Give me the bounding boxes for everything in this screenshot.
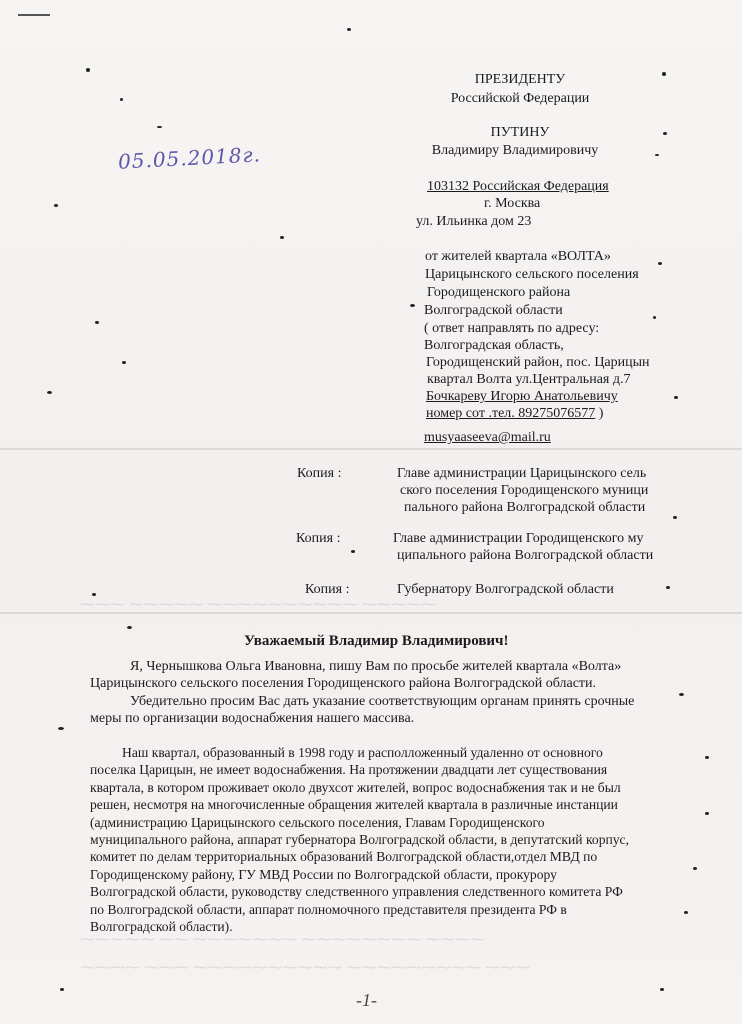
address-line-3: ул. Ильинка дом 23: [416, 214, 532, 229]
copy-recipient-line: Губернатору Волгоградской области: [397, 582, 614, 597]
addressee-subtitle: Российской Федерации: [450, 91, 590, 106]
body-line: Царицынского сельского поселения Городищенского района Волгоградской области.: [90, 676, 597, 692]
sender-line: Городищенского района: [427, 285, 571, 300]
salutation: Уважаемый Владимир Владимирович!: [244, 633, 509, 649]
scan-speck: [127, 626, 132, 629]
scan-speck: [666, 586, 670, 589]
scan-speck: [54, 204, 58, 207]
sender-line: ( ответ направлять по адресу:: [424, 321, 600, 336]
scan-speck: [653, 316, 656, 319]
copy-recipient-line: ципального района Волгоградской области: [397, 548, 654, 563]
address-line-1: 103132 Российская Федерация: [427, 179, 609, 194]
scan-speck: [705, 756, 709, 759]
contact-phone-line: [426, 405, 603, 423]
body-line: квартала, в котором проживает около двухсот жителей, вопрос водоснабжения так и не был: [90, 779, 621, 795]
scan-speck: [60, 988, 64, 991]
body-line: решен, несмотря на многочисленные обращения жителей квартала в различные инстанции: [90, 797, 618, 813]
copy-recipient-line: ского поселения Городищенского муници: [400, 483, 649, 498]
body-line: Городищенскому району, ГУ МВД России по Волгоградской области, прокурору: [90, 866, 557, 882]
scan-speck: [120, 98, 123, 101]
scan-speck: [86, 68, 90, 72]
handwritten-date: 05.05.2018г.: [117, 142, 262, 174]
scan-speck: [47, 391, 52, 394]
copy-label: Копия :: [297, 466, 342, 481]
body-line: муниципального района, аппарат губернатора Волгоградской области, в депутатский корпус,: [90, 832, 629, 848]
scan-speck: [410, 304, 415, 307]
sender-line: Волгоградской области: [424, 303, 563, 318]
paper-fold: [0, 448, 742, 450]
scan-speck: [705, 812, 709, 815]
body-paragraph-2: [90, 693, 665, 728]
sender-line: Волгоградская область,: [424, 338, 564, 353]
bleed-through-writing: ⁓⁓⁓⁓ ⁓⁓⁓ ⁓⁓⁓⁓⁓⁓⁓⁓⁓⁓ ⁓⁓⁓⁓⁓⁓⁓⁓⁓ ⁓⁓⁓: [80, 960, 530, 976]
sender-line: квартал Волта ул.Центральная д.7: [427, 372, 631, 387]
scan-speck: [674, 396, 678, 399]
copy-label: Копия :: [296, 531, 341, 546]
scan-speck: [673, 516, 677, 519]
address-line-2: г. Москва: [484, 196, 541, 211]
body-paragraph-1: [90, 658, 665, 693]
bleed-through-writing: ⁓⁓⁓ ⁓⁓⁓⁓⁓ ⁓⁓⁓⁓⁓⁓⁓⁓⁓⁓ ⁓⁓⁓⁓⁓: [80, 597, 437, 613]
contact-phone: номер сот .тел. 89275076577: [426, 406, 596, 421]
bleed-through-writing: ⁓⁓⁓⁓⁓ ⁓⁓ ⁓⁓⁓⁓⁓⁓⁓ ⁓⁓⁓⁓⁓⁓⁓⁓ ⁓⁓⁓⁓: [80, 932, 485, 948]
scan-speck: [95, 321, 99, 324]
sender-line: Городищенский район, пос. Царицын: [426, 355, 650, 370]
body-line: Я, Чернышкова Ольга Ивановна, пишу Вам по просьбе жителей квартала «Волта»: [130, 659, 622, 674]
scan-speck: [660, 988, 664, 991]
contact-close: ): [595, 406, 604, 421]
addressee-name: Владимиру Владимировичу: [431, 143, 599, 158]
corner-mark: [18, 14, 50, 16]
scan-speck: [280, 236, 284, 239]
contact-email[interactable]: musyaaseeva@mail.ru: [424, 430, 551, 445]
addressee-surname: ПУТИНУ: [490, 125, 550, 140]
body-line: поселка Царицын, не имеет водоснабжения. На протяжении двадцати лет существования: [90, 762, 608, 778]
sender-line: Царицынского сельского поселения: [425, 267, 639, 282]
scan-speck: [693, 867, 697, 870]
body-line: комитет по делам территориальных образований Волгоградской области,отдел МВД по: [90, 849, 598, 865]
sender-line: от жителей квартала «ВОЛТА»: [425, 249, 611, 264]
copy-recipient-line: Главе администрации Царицынского сель: [397, 466, 647, 481]
scan-speck: [351, 550, 355, 553]
contact-name: Бочкареву Игорю Анатольевичу: [426, 389, 618, 404]
body-line: Волгоградской области, руководству следственного управления следственного комитета РФ: [90, 884, 623, 900]
scan-speck: [663, 132, 667, 135]
body-line: Убедительно просим Вас дать указание соответствующим органам принять срочные: [130, 694, 635, 709]
body-line: Наш квартал, образованный в 1998 году и располложенный удаленно от основного: [122, 745, 603, 760]
scan-speck: [662, 72, 666, 76]
body-line: Волгоградской области).: [90, 919, 233, 935]
scan-speck: [684, 911, 688, 914]
addressee-title: ПРЕЗИДЕНТУ: [474, 72, 566, 87]
body-line: по Волгоградской области, аппарат полномочного представителя президента РФ в: [90, 901, 567, 917]
copy-label: Копия :: [305, 582, 350, 597]
body-paragraph-3: [90, 744, 665, 935]
copy-recipient-line: Главе администрации Городищенского му: [393, 531, 644, 546]
scan-speck: [347, 28, 351, 31]
copy-recipient-line: пального района Волгоградской области: [404, 500, 646, 515]
scan-speck: [122, 361, 126, 364]
scan-speck: [58, 727, 64, 730]
page-number: -1-: [356, 990, 377, 1010]
body-line: (администрацию Царицынского сельского поселения, Главам Городищенского: [90, 814, 545, 830]
scan-speck: [157, 126, 162, 128]
scan-speck: [679, 693, 684, 696]
scan-speck: [655, 154, 659, 156]
scan-speck: [92, 593, 96, 596]
body-line: меры по организации водоснабжения нашего массива.: [90, 711, 415, 727]
scan-speck: [658, 262, 662, 265]
